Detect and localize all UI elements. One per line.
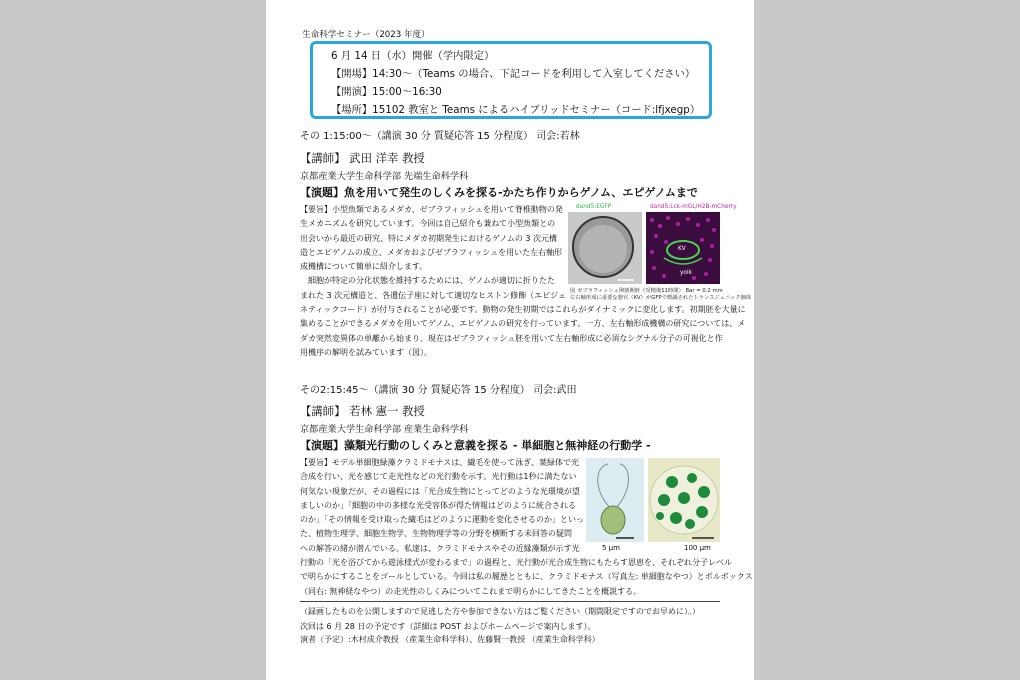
event-date: 6 月 14 日（水）開催（学内限定） — [331, 50, 495, 62]
footer-divider — [300, 601, 720, 602]
abstract-line: ダカ突然変異体の単離から始まり、現在はゼブラフィッシュ胚を用いて左右軸形成に必須なシグナル分子の可視化と作 — [300, 333, 723, 343]
algae-figure — [586, 458, 720, 554]
footer-recording-note: （録画したものを公開しますので見逃した方や参加できない方はご覧ください（期間限定ですのでお早めに）。） — [300, 607, 700, 616]
abstract-line: 成機構について簡単に紹介します。 — [300, 262, 428, 272]
doors-open-time: 【開場】14:30～（Teams の場合、下記コードを利用して入室してください） — [331, 68, 696, 80]
figure-caption-1: 図 ゼブラフィッシュ卵割期胚（受精後11時間） Bar = 0.2 mm — [570, 288, 723, 294]
abstract-line: 集めることができるメダカを用いてゲノム、エピゲノムの研究を行っています。一方、左右軸形成機構の研究については、メ — [300, 319, 746, 329]
abstract-line: 【要旨】小型魚類であるメダカ、ゼブラフィッシュを用いて脊椎動物の発 — [300, 205, 563, 214]
figure-label-yolk: yolk — [680, 270, 692, 276]
abstract-line: 合成を行い、光を感じて走光性などの光行動を示す。光行動は1秒に満たない — [300, 472, 577, 482]
flyer-page — [266, 0, 754, 680]
footer-next-seminar: 次回は 6 月 28 日の予定です（詳細は POST およびホームページで案内します）。 — [300, 622, 596, 631]
event-info-box — [310, 41, 712, 119]
abstract-line: 生メカニズムを研究しています。今回は自己紹介も兼ねて小型魚類との — [300, 219, 556, 229]
abstract-line: 用機序の解明を試みています（図）。 — [300, 347, 432, 357]
talk2-schedule: その2:15:45～（講演 30 分 質疑応答 15 分程度） 司会:武田 — [300, 385, 577, 396]
figure-label-kv: KV — [678, 246, 686, 252]
embryo-images — [568, 212, 720, 292]
talk1-schedule: その 1:15:00～（講演 30 分 質疑応答 15 分程度） 司会:若林 — [300, 131, 580, 142]
abstract-line: で明らかにすることをゴールとしている。今回は私の履歴とともに、クラミドモナス（写真左: 単細胞なやつ）とボルボックス — [300, 572, 753, 582]
start-time: 【開演】15:00～16:30 — [331, 86, 442, 98]
abstract-line: ましいのか」「細胞の中の多様な光受容体が得た情報はどのように統合される — [300, 500, 576, 510]
algae-images — [586, 458, 720, 544]
abstract-line: まれた 3 次元構造と、各遺伝子座に対して適切なヒストン修飾（エピジェ — [300, 290, 567, 300]
abstract-line: 細胞が特定の分化状態を維持するためには、ゲノムが適切に折りたた — [300, 276, 555, 286]
zebrafish-embryo-figure — [568, 204, 752, 304]
figure-label-lck: dand5:Lck-mGL/H2B-mCherry — [650, 204, 737, 210]
talk1-title: 【演題】魚を用いて発生のしくみを探る-かたち作りからゲノム、エピゲノムまで — [300, 186, 698, 199]
talk2-affiliation: 京都産業大学生命科学部 産業生命科学科 — [300, 424, 469, 435]
abstract-line: 行動の「光を浴びてから遊泳様式が変わるまで」の過程と、光行動が光合成生物にもたらす恩恵を、それぞれ分子レベル — [300, 558, 732, 568]
figure-caption-2: 左右軸形成に重要な器官（KV）がGFPで標識されたトランスジェニック個体 — [570, 295, 752, 301]
footer-next-speakers: 演者（予定）:木村成介教授 （産業生命科学科）、佐藤賢一教授 （産業生命科学科） — [300, 635, 600, 644]
abstract-line: 何気ない現象だが、その過程には「光合成生物にとってどのような光環境が望 — [300, 486, 580, 496]
abstract-line: （同右: 無神経なやつ）の走光性のしくみについてこれまで明らかにしてきたことを概説する。 — [300, 586, 642, 596]
abstract-line: 【要旨】モデル単細胞緑藻クラミドモナスは、繊毛を使って泳ぎ、葉緑体で光 — [300, 458, 579, 467]
scale-label-left: 5 μm — [602, 544, 620, 552]
series-title: 生命科学セミナー（2023 年度） — [302, 30, 430, 40]
talk2-title: 【演題】藻類光行動のしくみと意義を探る - 単細胞と無神経の行動学 - — [300, 439, 651, 452]
abstract-line: 出会いから最近の研究、特にメダカ初期発生におけるゲノムの 3 次元構 — [300, 233, 558, 243]
abstract-line: のか」「その情報を受け取った繊毛はどのように運動を変化させるのか」といっ — [300, 515, 584, 525]
talk1-lecturer: 【講師】 武田 洋幸 教授 — [300, 151, 425, 165]
venue: 【場所】15102 教室と Teams によるハイブリッドセミナー（コード:lfjxegp） — [331, 104, 701, 116]
abstract-line: 造とエピゲノムの成立、メダカおよびゼブラフィッシュを用いた左右軸形 — [300, 247, 563, 257]
abstract-line: ネティックコード）が付与されることが必要です。動物の発生初期ではこれらがダイナミックに変化します。初期胚を大量に — [300, 305, 746, 315]
abstract-line: への解答の緒が潜んでいる。私達は、クラミドモナスやその近縁藻類が示す光 — [300, 543, 580, 553]
talk1-affiliation: 京都産業大学生命科学部 先端生命科学科 — [300, 171, 469, 182]
talk2-lecturer: 【講師】 若林 憲一 教授 — [300, 404, 425, 418]
figure-label-egfp: dand5:EGFP — [576, 204, 612, 210]
scale-label-right: 100 μm — [684, 544, 711, 552]
abstract-line: た、植物生理学、細胞生物学、生物物理学等の分野を横断する未回答の疑問 — [300, 529, 572, 539]
